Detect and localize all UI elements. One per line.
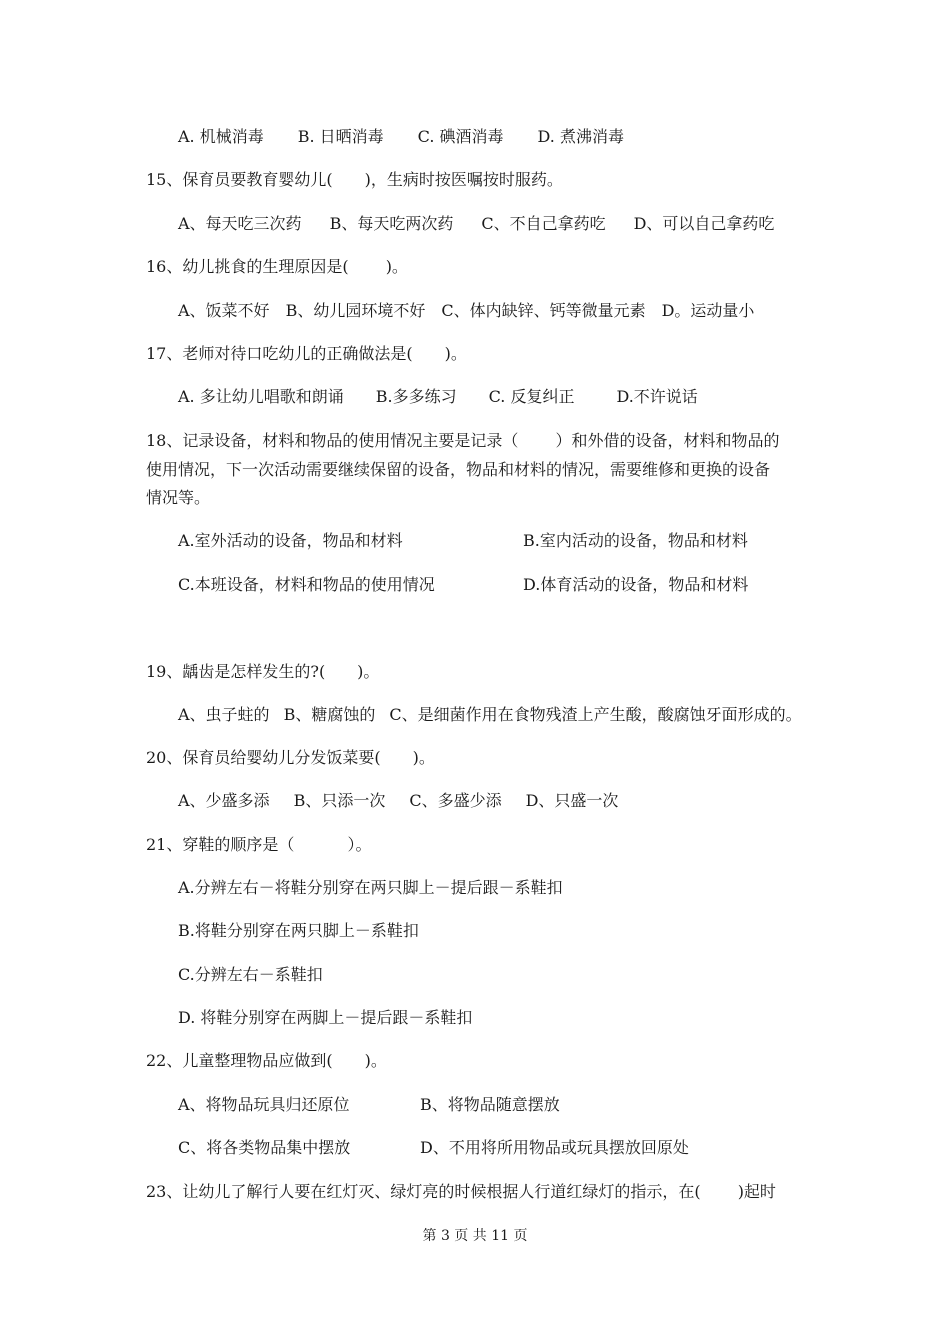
q17-option-a: A. 多让幼儿唱歌和朗诵 bbox=[178, 387, 344, 406]
q22-option-b: B、将物品随意摆放 bbox=[420, 1095, 560, 1114]
page-number: 第 3 页 共 11 页 bbox=[422, 1228, 528, 1244]
q16-option-d: D。运动量小 bbox=[661, 301, 755, 320]
q14-option-d: D. 煮沸消毒 bbox=[537, 127, 624, 146]
q14-option-b: B. 日晒消毒 bbox=[297, 127, 384, 146]
q23-question: 23、让幼儿了解行人要在红灯灭、绿灯亮的时候根据人行道红绿灯的指示，在( )起时 bbox=[146, 1182, 776, 1201]
q18-question-line-1: 18、记录设备，材料和物品的使用情况主要是记录（ ）和外借的设备，材料和物品的 bbox=[146, 431, 780, 450]
q16-option-b: B、幼儿园环境不好 bbox=[285, 301, 426, 320]
q15-option-b: B、每天吃两次药 bbox=[329, 214, 454, 233]
q17-option-b: B.多多练习 bbox=[375, 387, 457, 406]
q15-options bbox=[178, 214, 774, 234]
q14-option-a: A. 机械消毒 bbox=[178, 127, 264, 146]
q21-option-c: C.分辨左右－系鞋扣 bbox=[178, 965, 323, 984]
q18-question-line-3: 情况等。 bbox=[146, 488, 211, 507]
q22-option-a: A、将物品玩具归还原位 bbox=[178, 1095, 350, 1114]
q16-question: 16、幼儿挑食的生理原因是( )。 bbox=[146, 257, 408, 276]
q19-option-c: C、是细菌作用在食物残渣上产生酸，酸腐蚀牙面形成的。 bbox=[389, 705, 802, 724]
q19-option-a: A、虫子蛀的 bbox=[178, 705, 270, 724]
q21-option-d: D. 将鞋分别穿在两脚上－提后跟－系鞋扣 bbox=[178, 1008, 473, 1027]
q15-option-c: C、不自己拿药吃 bbox=[481, 214, 606, 233]
q20-options bbox=[178, 791, 618, 811]
q22-option-c: C、将各类物品集中摆放 bbox=[178, 1138, 351, 1157]
q16-option-c: C、体内缺锌、钙等微量元素 bbox=[441, 301, 646, 320]
q19-options bbox=[178, 705, 802, 725]
q17-question: 17、老师对待口吃幼儿的正确做法是( )。 bbox=[146, 344, 467, 363]
q15-question: 15、保育员要教育婴幼儿( )，生病时按医嘱按时服药。 bbox=[146, 170, 563, 189]
q19-option-b: B、糖腐蚀的 bbox=[283, 705, 376, 724]
q18-option-b: B.室内活动的设备，物品和材料 bbox=[523, 531, 748, 550]
q22-option-d: D、不用将所用物品或玩具摆放回原处 bbox=[420, 1138, 689, 1157]
q22-question: 22、儿童整理物品应做到( )。 bbox=[146, 1051, 387, 1070]
q20-option-a: A、少盛多添 bbox=[178, 791, 270, 810]
q20-option-b: B、只添一次 bbox=[293, 791, 386, 810]
q21-option-b: B.将鞋分别穿在两只脚上－系鞋扣 bbox=[178, 921, 419, 940]
q18-question-line-2: 使用情况，下一次活动需要继续保留的设备，物品和材料的情况，需要维修和更换的设备 bbox=[146, 460, 771, 479]
q21-option-a: A.分辨左右－将鞋分别穿在两只脚上－提后跟－系鞋扣 bbox=[178, 878, 563, 897]
q20-option-c: C、多盛少添 bbox=[409, 791, 502, 810]
q14-options bbox=[178, 127, 624, 147]
q15-option-d: D、可以自己拿药吃 bbox=[633, 214, 775, 233]
q14-option-c: C. 碘酒消毒 bbox=[417, 127, 504, 146]
q18-option-c: C.本班设备，材料和物品的使用情况 bbox=[178, 575, 435, 594]
q17-option-d: D.不许说话 bbox=[616, 387, 698, 406]
q20-question: 20、保育员给婴幼儿分发饭菜要( )。 bbox=[146, 748, 435, 767]
q15-option-a: A、每天吃三次药 bbox=[178, 214, 302, 233]
q20-option-d: D、只盛一次 bbox=[525, 791, 619, 810]
q17-option-c: C. 反复纠正 bbox=[488, 387, 575, 406]
q16-options bbox=[178, 301, 754, 321]
q18-option-d: D.体育活动的设备，物品和材料 bbox=[523, 575, 749, 594]
q21-question: 21、穿鞋的顺序是（ ）。 bbox=[146, 835, 372, 854]
q16-option-a: A、饭菜不好 bbox=[178, 301, 270, 320]
q17-options bbox=[178, 387, 698, 407]
q19-question: 19、龋齿是怎样发生的?( )。 bbox=[146, 662, 380, 681]
q18-option-a: A.室外活动的设备，物品和材料 bbox=[178, 531, 403, 550]
